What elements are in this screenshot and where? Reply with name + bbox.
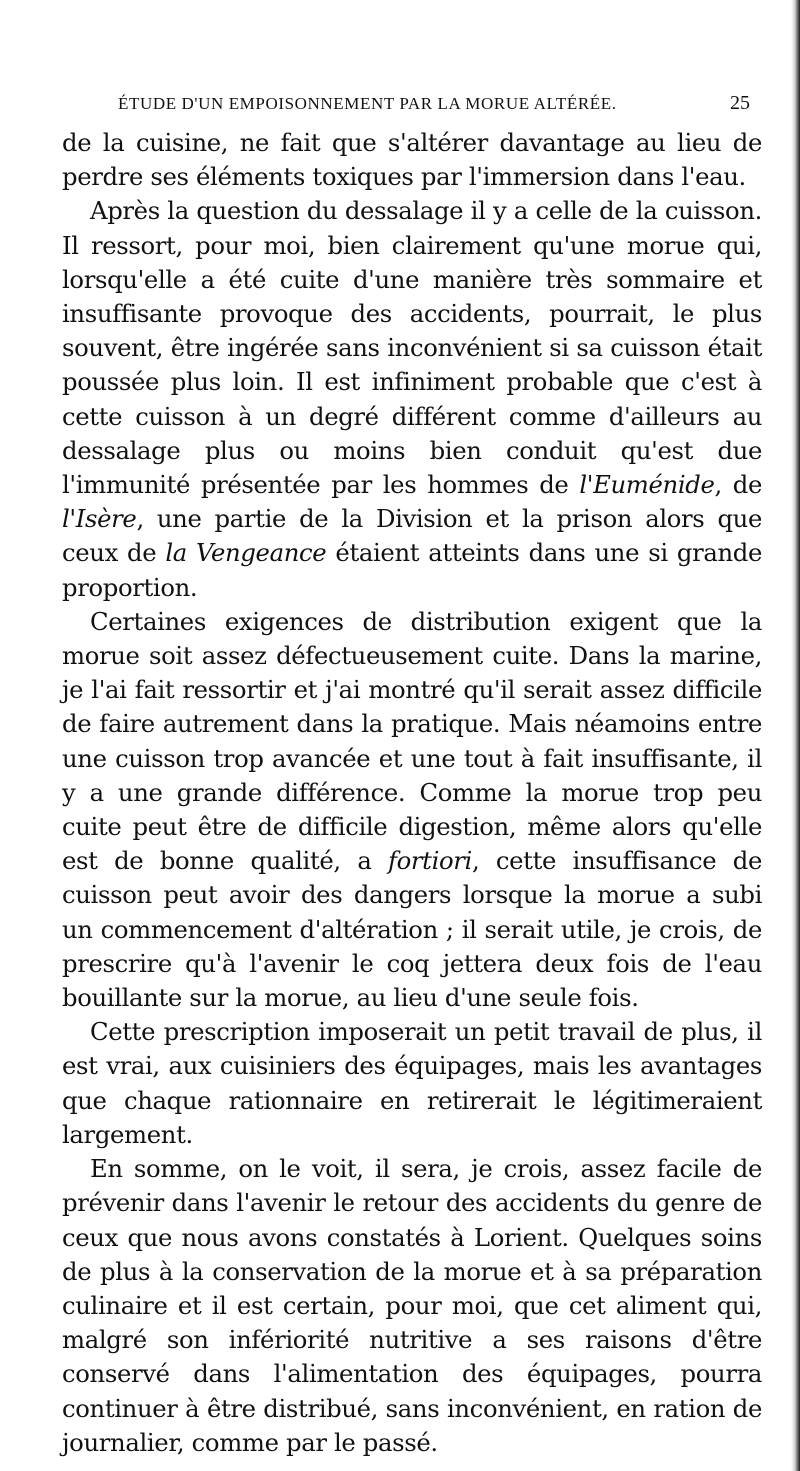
paragraph-text: Cette prescription imposerait un petit travail de plus, il est vrai, aux cuisiniers des équipages, mais les avantages que chaque rationnaire en retirerait le légitimeraient largement. [62,1017,762,1149]
ship-name-vengeance: la Vengeance [165,538,327,568]
paragraph-4 [62,1015,762,1152]
paragraph-text: , cette insuffisance de cuisson peut avoir des dangers lorsque la morue a subi un commencement d'altération ; il serait utile, je crois, de prescrire qu'à l'avenir le coq jettera deux fois de l'eau bouillante sur la morue, au lieu d'une seule fois. [62,846,762,1013]
paragraph-text: de la cuisine, ne fait que s'altérer davantage au lieu de perdre ses éléments toxiques par l'immersion dans l'eau. [62,128,762,192]
page-number: 25 [730,92,750,114]
page-edge-shadow [791,0,800,1471]
paragraph-text: Certaines exigences de distribution exigent que la morue soit assez défectueusement cuite. Dans la marine, je l'ai fait ressortir et j'ai montré qu'il serait assez difficile de faire autrement dans la pratique. Mais néamoins entre une cuisson trop avancée et une tout à fait insuffisante, il y a une grande différence. Comme la morue trop peu cuite peut être de difficile digestion, même alors qu'elle est de bonne qualité, a [62,606,762,876]
running-header [110,92,750,124]
italic-fortiori: fortiori [387,846,472,876]
ship-name-isere: l'Isère [62,504,137,534]
paragraph-text: Après la question du dessalage il y a celle de la cuisson. Il ressort, pour moi, bien clairement qu'une morue qui, lorsqu'elle a été cuite d'une manière très sommaire et insuffisante provoque des accidents, pourrait, le plus souvent, être ingérée sans inconvénient si sa cuisson était poussée plus loin. Il est infiniment probable que c'est à cette cuisson à un degré différent comme d'ailleurs au dessalage plus ou moins bien conduit qu'est due l'immunité présentée par les hommes de [62,196,762,500]
paragraph-text: , de [714,470,762,500]
paragraph-5 [62,1152,762,1460]
paragraph-text: étaient atteints dans une si grande proportion. [62,538,762,602]
paragraph-text: En somme, on le voit, il sera, je crois, assez facile de prévenir dans l'avenir le retour des accidents du genre de ceux que nous avons constatés à Lorient. Quelques soins de plus à la conservation de la morue et à sa préparation culinaire et il est certain, pour moi, que cet aliment qui, malgré son infériorité nutritive a ses raisons d'être conservé dans l'alimentation des équipages, pourra continuer à être distribué, sans inconvénient, en ration de journalier, comme par le passé. [62,1154,762,1457]
paragraph-1 [62,126,762,194]
body-text [62,126,762,1460]
paragraph-2 [62,194,762,604]
paragraph-3 [62,605,762,1015]
running-title: ÉTUDE D'UN EMPOISONNEMENT PAR LA MORUE ALTÉRÉE. [118,94,617,113]
paragraph-text: , une partie de la Division et la prison alors que ceux de [62,504,762,568]
ship-name-eumenide: l'Euménide [579,470,715,500]
